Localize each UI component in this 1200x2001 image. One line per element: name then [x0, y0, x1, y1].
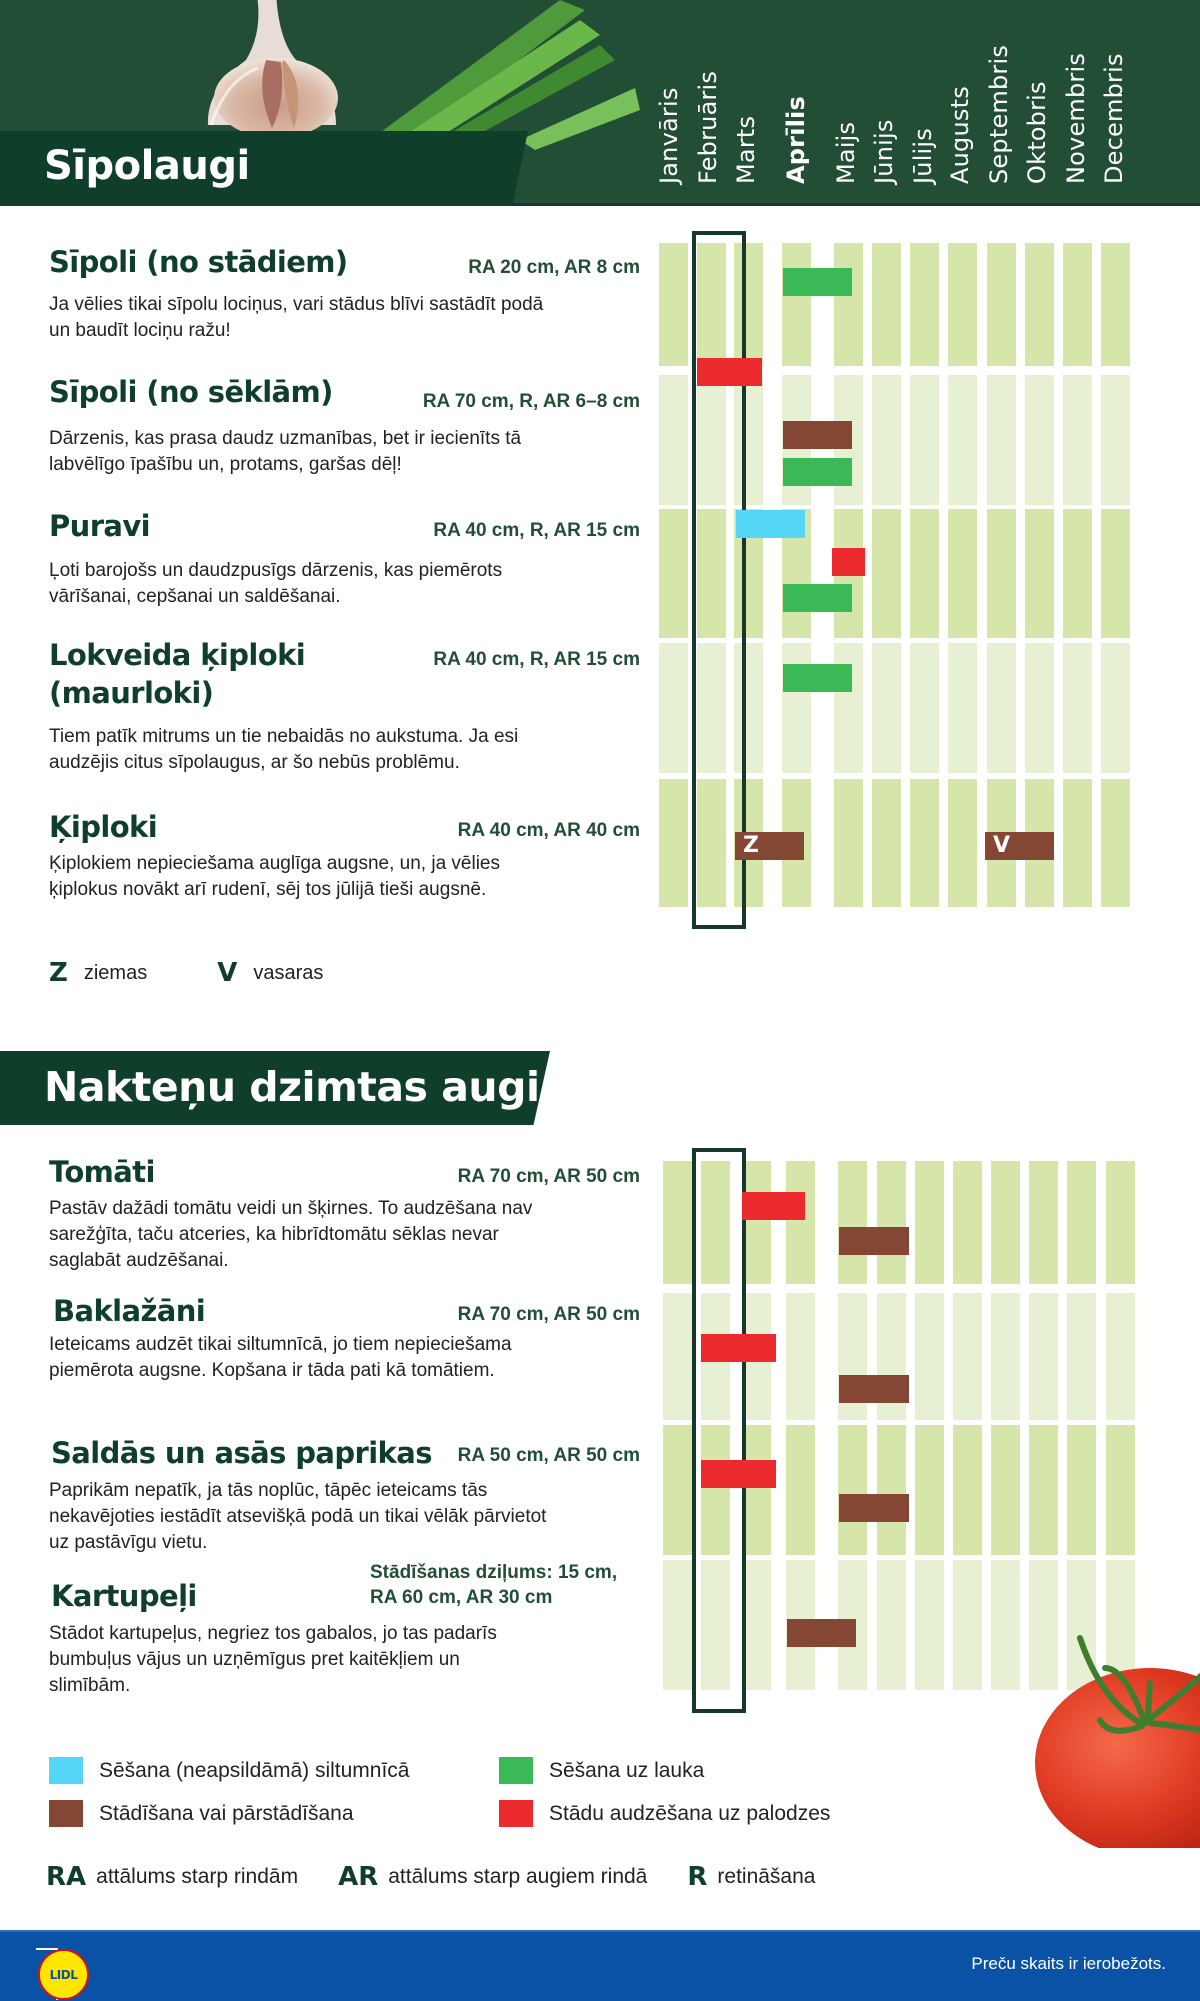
summer-label: vasaras — [253, 961, 324, 984]
season-marker: V — [993, 833, 1011, 858]
grid-cell — [915, 1161, 944, 1284]
activity-bar — [742, 1192, 805, 1220]
month-label: Marts — [732, 115, 760, 184]
plant-name: Tomāti — [49, 1155, 155, 1189]
grid-cell — [948, 375, 977, 505]
grid-cell — [742, 1425, 771, 1555]
plant-description: Tiem patīk mitrums un tie nebaidās no aukstuma. Ja esi audzējis citus sīpolaugus, ar šo nebūs problēmu. — [49, 726, 519, 773]
grid-cell — [872, 643, 901, 773]
grid-cell — [1067, 1293, 1096, 1420]
season-legend — [49, 958, 393, 988]
grid-cell — [1063, 779, 1092, 907]
activity-bar — [735, 832, 804, 860]
grid-cell — [915, 1425, 944, 1555]
plant-spacing: RA 40 cm, R, AR 15 cm — [433, 520, 640, 541]
plant-description: Ķiplokiem nepieciešama auglīga augsne, un, ja vēlies ķiplokus novākt arī rudenī, sēj tos jūlijā tieši augsnē. — [49, 853, 500, 900]
grid-cell — [910, 779, 939, 907]
month-label: Augusts — [946, 86, 974, 184]
plant-description: Ja vēlies tikai sīpolu lociņus, vari stādus blīvi sastādīt podā un baudīt lociņu ražu! — [49, 294, 544, 341]
grid-cell — [1025, 643, 1054, 773]
grid-cell — [834, 643, 863, 773]
grid-cell — [1067, 1161, 1096, 1284]
section-title-naktenu: Nakteņu dzimtas augi — [44, 1063, 540, 1111]
grid-cell — [953, 1293, 982, 1420]
grid-cell — [915, 1293, 944, 1420]
plant-spacing: RA 40 cm, AR 40 cm — [457, 820, 640, 841]
winter-symbol: Z — [49, 958, 68, 988]
month-label: Novembris — [1062, 52, 1090, 184]
tomato-image — [1030, 1628, 1200, 1848]
grid-cell — [1101, 779, 1130, 907]
grid-cell — [786, 1161, 815, 1284]
grid-cell — [1063, 375, 1092, 505]
grid-cell — [1063, 243, 1092, 366]
abbr-ar: AR — [338, 1862, 379, 1892]
grid-cell — [910, 509, 939, 638]
grid-cell — [1063, 643, 1092, 773]
color-swatch — [499, 1800, 533, 1827]
month-label: Jūnijs — [870, 119, 898, 184]
current-month-highlight — [692, 1148, 746, 1713]
month-label: Jūlijs — [909, 128, 937, 184]
grid-cell — [838, 1161, 867, 1284]
winter-label: ziemas — [83, 961, 148, 984]
month-label: Maijs — [832, 121, 860, 184]
abbr-ra: RA — [46, 1862, 87, 1892]
grid-cell — [742, 1560, 771, 1690]
grid-cell — [663, 1560, 692, 1690]
garlic-image — [186, 0, 356, 140]
color-swatch — [49, 1800, 83, 1827]
activity-bar — [783, 268, 852, 296]
grid-cell — [782, 243, 811, 366]
activity-bar — [839, 1494, 909, 1522]
plant-name: Puravi — [49, 509, 151, 543]
grid-cell — [742, 1161, 771, 1284]
plant-name: Saldās un asās paprikas — [51, 1436, 432, 1470]
grid-cell — [910, 643, 939, 773]
grid-cell — [1025, 509, 1054, 638]
footer-bar — [0, 1930, 1200, 2001]
activity-bar — [697, 358, 762, 386]
plant-description: Ieteicams audzēt tikai siltumnīcā, jo tiem nepieciešama piemērota augsne. Kopšana ir tāda pati kā tomātiem. — [49, 1334, 512, 1381]
grid-cell — [1101, 375, 1130, 505]
grid-cell — [1029, 1425, 1058, 1555]
grid-cell — [659, 375, 688, 505]
grid-cell — [987, 375, 1016, 505]
month-label: Septembris — [985, 44, 1013, 184]
plant-description: Paprikām nepatīk, ja tās noplūc, tāpēc ieteicams tās nekavējoties iestādīt atsevišķā podā un tikai vēlāk pārvietot uz pastāvīgu vietu. — [49, 1480, 547, 1553]
month-label-current: Aprīlis — [782, 96, 810, 184]
activity-bar — [839, 1375, 909, 1403]
color-swatch — [49, 1757, 83, 1784]
grid-cell — [834, 779, 863, 907]
grid-cell — [659, 779, 688, 907]
grid-cell — [1029, 1293, 1058, 1420]
grid-cell — [838, 1425, 867, 1555]
leek-image — [370, 0, 640, 150]
plant-name: Sīpoli (no sēklām) — [49, 375, 333, 409]
plant-description: Stādot kartupeļus, negriez tos gabalos, jo tas padarīs bumbuļus vājus un uzņēmīgus pret kaitēkļiem un slimībām. — [49, 1623, 497, 1696]
grid-cell — [953, 1161, 982, 1284]
grid-cell — [948, 243, 977, 366]
plant-description: Dārzenis, kas prasa daudz uzmanības, bet ir iecienīts tā labvēlīgo īpašību un, protams, garšas dēļ! — [49, 428, 522, 475]
grid-cell — [987, 643, 1016, 773]
current-month-highlight — [692, 231, 746, 929]
activity-bar — [839, 1227, 909, 1255]
grid-cell — [1106, 1425, 1135, 1555]
grid-cell — [877, 1560, 906, 1690]
plant-spacing: RA 50 cm, AR 50 cm — [457, 1445, 640, 1466]
activity-bar — [985, 832, 1054, 860]
grid-cell — [953, 1425, 982, 1555]
activity-bar — [701, 1460, 776, 1488]
grid-cell — [663, 1161, 692, 1284]
grid-cell — [953, 1560, 982, 1690]
grid-cell — [991, 1425, 1020, 1555]
grid-cell — [948, 779, 977, 907]
plant-spacing: RA 70 cm, AR 50 cm — [457, 1166, 640, 1187]
plant-description: Pastāv dažādi tomātu veidi un šķirnes. To audzēšana nav sarežģīta, taču atceries, ka hibrīdtomātu sēklas nevar saglabāt audzēšanai. — [49, 1198, 533, 1271]
grid-cell — [659, 643, 688, 773]
grid-cell — [872, 779, 901, 907]
grid-cell — [1025, 243, 1054, 366]
plant-spacing: RA 70 cm, R, AR 6–8 cm — [422, 391, 640, 412]
grid-cell — [910, 243, 939, 366]
grid-cell — [1101, 243, 1130, 366]
grid-cell — [834, 243, 863, 366]
activity-bar — [783, 664, 852, 692]
grid-cell — [786, 1293, 815, 1420]
grid-cell — [786, 1425, 815, 1555]
grid-cell — [1101, 509, 1130, 638]
month-label: Februāris — [694, 70, 722, 184]
grid-cell — [659, 243, 688, 366]
grid-cell — [948, 643, 977, 773]
grid-cell — [659, 509, 688, 638]
grid-cell — [948, 509, 977, 638]
month-label: Oktobris — [1023, 81, 1051, 184]
grid-cell — [915, 1560, 944, 1690]
lidl-logo[interactable]: LIDL — [38, 1949, 89, 2000]
plant-name: Lokveida ķiploki (maurloki) — [49, 638, 306, 710]
activity-bar — [701, 1334, 776, 1362]
grid-cell — [991, 1161, 1020, 1284]
legend-item: Stādīšana vai pārstādīšana — [49, 1800, 354, 1827]
grid-cell — [991, 1293, 1020, 1420]
section-title-sipolaugi: Sīpolaugi — [44, 143, 250, 189]
grid-cell — [1025, 375, 1054, 505]
grid-cell — [877, 1161, 906, 1284]
color-swatch — [499, 1757, 533, 1784]
grid-cell — [663, 1425, 692, 1555]
plant-spacing: RA 70 cm, AR 50 cm — [457, 1304, 640, 1325]
grid-cell — [991, 1560, 1020, 1690]
plant-spacing: RA 20 cm, AR 8 cm — [468, 257, 640, 278]
grid-cell — [1029, 1161, 1058, 1284]
grid-cell — [782, 643, 811, 773]
season-marker: Z — [743, 833, 759, 858]
grid-cell — [663, 1293, 692, 1420]
grid-cell — [987, 243, 1016, 366]
plant-name: Kartupeļi — [51, 1579, 197, 1613]
footer-note: Preču skaits ir ierobežots. — [971, 1954, 1166, 1973]
grid-cell — [987, 509, 1016, 638]
activity-bar — [783, 458, 852, 486]
grid-cell — [1106, 1293, 1135, 1420]
plant-spacing: RA 40 cm, R, AR 15 cm — [433, 649, 640, 670]
legend-item: Stādu audzēšana uz palodzes — [499, 1800, 830, 1827]
grid-cell — [1063, 509, 1092, 638]
summer-symbol: V — [217, 958, 238, 988]
grid-cell — [872, 375, 901, 505]
plant-description: Ļoti barojošs un daudzpusīgs dārzenis, kas piemērots vārīšanai, cepšanai un saldēšanai. — [49, 560, 503, 607]
plant-name: Sīpoli (no stādiem) — [49, 245, 348, 279]
plant-spacing: Stādīšanas dziļums: 15 cm, RA 60 cm, AR 30 cm — [370, 1562, 618, 1608]
activity-bar — [783, 584, 852, 612]
grid-cell — [877, 1425, 906, 1555]
activity-bar — [787, 1619, 856, 1647]
abbreviation-legend: RA attālums starp rindām AR attālums starp augiem rindā R retināšana — [46, 1862, 816, 1892]
abbr-r: R — [687, 1862, 708, 1892]
activity-bar — [783, 421, 852, 449]
legend-item: Sēšana uz lauka — [499, 1757, 704, 1784]
grid-cell — [1101, 643, 1130, 773]
grid-cell — [872, 243, 901, 366]
grid-cell — [872, 509, 901, 638]
activity-bar — [832, 548, 865, 576]
month-label: Decembris — [1100, 53, 1128, 184]
month-label: Janvāris — [655, 87, 683, 184]
grid-cell — [910, 375, 939, 505]
page-header — [0, 0, 1200, 206]
grid-cell — [1067, 1425, 1096, 1555]
plant-name: Ķiploki — [49, 810, 158, 844]
grid-cell — [1106, 1161, 1135, 1284]
activity-bar — [736, 510, 805, 538]
legend-item: Sēšana (neapsildāmā) siltumnīcā — [49, 1757, 410, 1784]
plant-name: Baklažāni — [53, 1294, 206, 1328]
